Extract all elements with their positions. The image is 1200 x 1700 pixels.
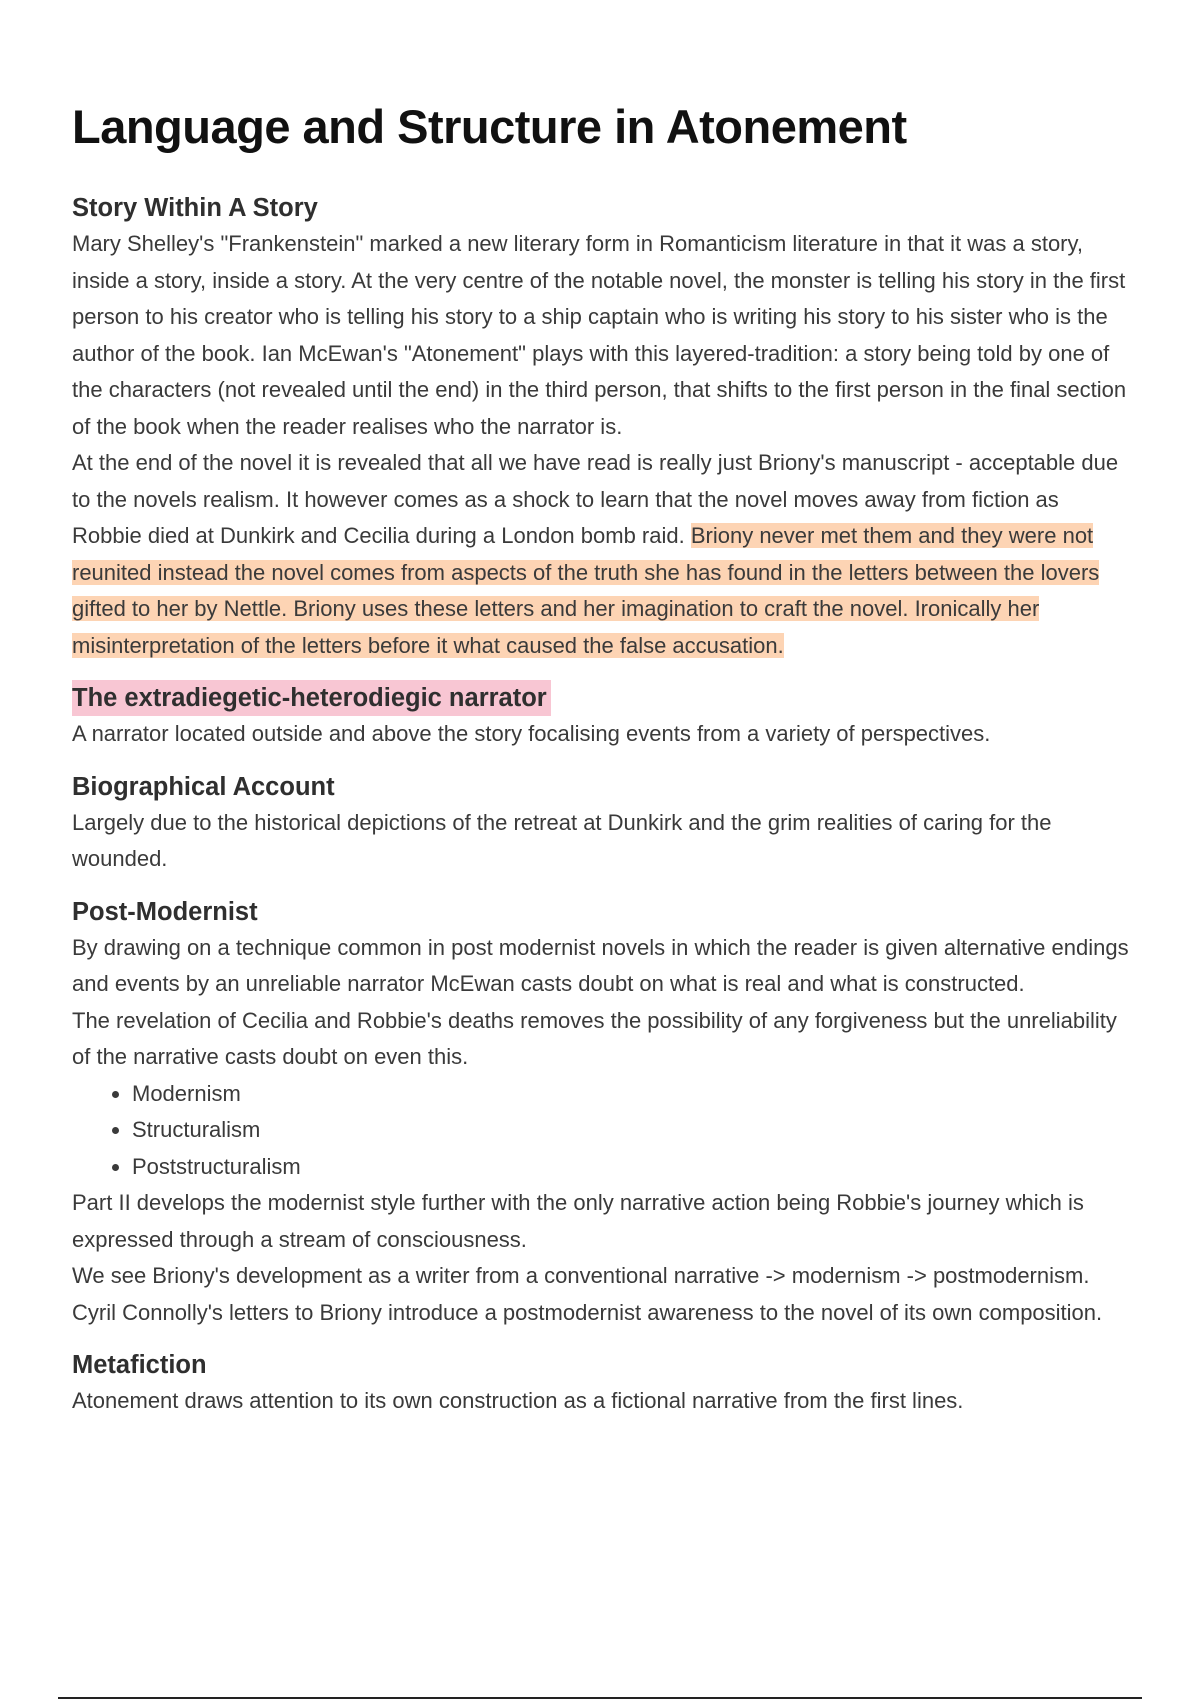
postmodernist-paragraph-3: Part II develops the modernist style further with the only narrative action being Robbie's journey which is expressed through a stream of consciousness. <box>72 1190 1084 1252</box>
postmodernist-paragraph-4: We see Briony's development as a writer from a conventional narrative -> modernism -> postmodernism. <box>72 1263 1090 1289</box>
biographical-paragraph: Largely due to the historical depictions of the retreat at Dunkirk and the grim realities of caring for the wounded. <box>72 809 1052 872</box>
story-paragraph-1: Mary Shelley's "Frankenstein" marked a new literary form in Romanticism literature in that it was a story, inside a story, inside a story. At the very centre of the notable novel, the monster is telling his story in the first person to his creator who is telling his story to a ship captain who is writing his story to his sister who is the author of the book. Ian McEwan's "Atonement" plays with this layered-tradition: a story being told by one of the characters (not revealed until the end) in the third person, that shifts to the first person in the final section of the book when the reader realises who the narrator is. <box>72 231 1127 439</box>
postmodernist-paragraph-2: The revelation of Cecilia and Robbie's deaths removes the possibility of any forgiveness but the unreliability of the narrative casts doubt on even this. <box>72 1007 1117 1070</box>
heading-metafiction: Metafiction <box>72 1351 207 1380</box>
heading-narrator <box>72 680 1132 716</box>
list-item: • Modernism <box>132 1076 1132 1113</box>
postmodernist-paragraph-5: Cyril Connolly's letters to Briony introduce a postmodernist awareness to the novel of its own composition. <box>72 1299 1103 1325</box>
highlighted-heading: The extradiegetic-heterodiegic narrator <box>72 680 551 716</box>
heading-biographical-account: Biographical Account <box>72 772 335 801</box>
highlighted-text: Briony never met them and they were not reunited instead the novel comes from aspects of the truth she has found in the letters between the lovers gifted to her by Nettle. Briony uses these letters and her imagination to craft the novel. Ironically her misinterpretation of the letters before it what caused the false accusation. <box>72 523 1100 658</box>
list-item: • Structuralism <box>132 1112 1132 1149</box>
metafiction-paragraph: Atonement draws attention to its own construction as a fictional narrative from the first lines. <box>72 1388 964 1414</box>
bullet-list <box>72 1076 1132 1186</box>
document-page <box>72 100 1132 1420</box>
story-paragraph-2 <box>72 445 1132 664</box>
document-title: Language and Structure in Atonement <box>72 100 907 153</box>
story-paragraph-2-text: At the end of the novel it is revealed that all we have read is really just Briony's manuscript - acceptable due to the novels realism. It however comes as a shock to learn that the novel moves away from fiction as Robbie died at Dunkirk and Cecilia during a London bomb raid. <box>72 450 1119 549</box>
page-bottom-divider <box>58 1697 1142 1699</box>
heading-story-within-a-story: Story Within A Story <box>72 194 318 223</box>
heading-post-modernist: Post-Modernist <box>72 897 258 926</box>
postmodernist-paragraph-1: By drawing on a technique common in post modernist novels in which the reader is given alternative endings and events by an unreliable narrator McEwan casts doubt on what is real and what is constructed. <box>72 934 1129 997</box>
list-item: • Poststructuralism <box>132 1149 1132 1186</box>
narrator-paragraph: A narrator located outside and above the story focalising events from a variety of perspectives. <box>72 721 991 747</box>
